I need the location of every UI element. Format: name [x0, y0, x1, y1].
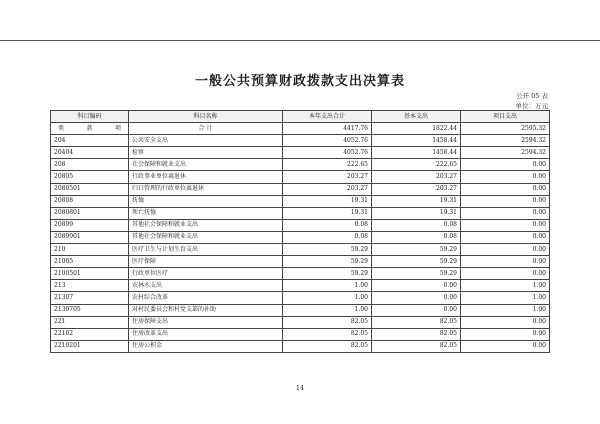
row-project: 2594.32 — [461, 135, 550, 147]
row-project: 1.00 — [461, 280, 550, 292]
total-project: 2595.32 — [461, 123, 550, 135]
row-total: 222.65 — [283, 159, 372, 171]
row-name: 住房保障支出 — [129, 316, 283, 328]
header-name: 科目名称 — [129, 111, 283, 123]
row-code: 2100501 — [51, 268, 129, 280]
row-total: 0.08 — [283, 219, 372, 231]
row-project: 0.00 — [461, 231, 550, 243]
row-name: 归口管理的行政单位离退休 — [129, 183, 283, 195]
row-total: 203.27 — [283, 183, 372, 195]
row-total: 1.00 — [283, 304, 372, 316]
row-project: 0.00 — [461, 340, 550, 352]
row-code: 2080801 — [51, 207, 129, 219]
row-name: 公共安全支出 — [129, 135, 283, 147]
form-code: 公开 05 表 — [516, 92, 548, 100]
total-basic: 1822.44 — [372, 123, 461, 135]
row-project: 0.00 — [461, 219, 550, 231]
row-total: 82.05 — [283, 340, 372, 352]
row-total: 59.29 — [283, 256, 372, 268]
header-total: 本年支出合计 — [283, 111, 372, 123]
table-row — [51, 183, 550, 195]
row-name: 行政单位医疗 — [129, 268, 283, 280]
table-row — [51, 171, 550, 183]
header-code: 科目编码 — [51, 111, 129, 123]
row-total: 1.00 — [283, 292, 372, 304]
row-name: 其他社会保障和就业支出 — [129, 231, 283, 243]
row-code: 2130705 — [51, 304, 129, 316]
row-project: 0.00 — [461, 171, 550, 183]
table-row — [51, 159, 550, 171]
table-row — [51, 135, 550, 147]
row-total: 82.05 — [283, 328, 372, 340]
row-basic: 19.31 — [372, 207, 461, 219]
row-project: 0.00 — [461, 256, 550, 268]
table-header-row — [51, 111, 550, 123]
row-basic: 222.65 — [372, 159, 461, 171]
row-code: 210 — [51, 244, 129, 256]
row-code: 21307 — [51, 292, 129, 304]
row-code: 22102 — [51, 328, 129, 340]
row-name: 农村综合改革 — [129, 292, 283, 304]
row-name: 死亡抚恤 — [129, 207, 283, 219]
table-row — [51, 147, 550, 159]
row-basic: 0.08 — [372, 231, 461, 243]
table-body — [51, 123, 550, 353]
row-basic: 0.00 — [372, 304, 461, 316]
row-total: 59.29 — [283, 268, 372, 280]
row-project: 2594.32 — [461, 147, 550, 159]
table-row — [51, 304, 550, 316]
row-name: 医疗保障 — [129, 256, 283, 268]
header-project: 项目支出 — [461, 111, 550, 123]
row-name: 其他社会保障和就业支出 — [129, 219, 283, 231]
row-total: 4052.76 — [283, 147, 372, 159]
row-code: 2089901 — [51, 231, 129, 243]
row-name: 行政事业单位离退休 — [129, 171, 283, 183]
level-lei: 类 — [58, 124, 65, 132]
row-basic: 82.05 — [372, 340, 461, 352]
row-name: 医疗卫生与计划生育支出 — [129, 244, 283, 256]
row-code: 2210201 — [51, 340, 129, 352]
table-row — [51, 328, 550, 340]
row-basic: 59.29 — [372, 244, 461, 256]
row-code: 20805 — [51, 171, 129, 183]
row-name: 社会保障和就业支出 — [129, 159, 283, 171]
row-project: 0.00 — [461, 328, 550, 340]
header-basic: 基本支出 — [372, 111, 461, 123]
row-basic: 59.29 — [372, 256, 461, 268]
row-total: 82.05 — [283, 316, 372, 328]
document-title: 一般公共预算财政拨款支出决算表 — [194, 74, 405, 89]
row-name: 抚恤 — [129, 195, 283, 207]
row-name: 检察 — [129, 147, 283, 159]
table-row — [51, 280, 550, 292]
total-amount: 4417.76 — [283, 123, 372, 135]
row-project: 0.00 — [461, 316, 550, 328]
category-levels-cell — [51, 123, 129, 135]
total-row — [51, 123, 550, 135]
page-number: 14 — [295, 384, 305, 392]
row-project: 0.00 — [461, 183, 550, 195]
level-kuan: 款 — [86, 124, 93, 132]
table-row — [51, 256, 550, 268]
row-project: 0.00 — [461, 195, 550, 207]
table-row — [51, 195, 550, 207]
row-basic: 1458.44 — [372, 147, 461, 159]
row-name: 住房公积金 — [129, 340, 283, 352]
page-top-rule — [0, 40, 600, 41]
row-basic: 0.00 — [372, 280, 461, 292]
expenditure-table — [50, 110, 550, 353]
row-total: 1.00 — [283, 280, 372, 292]
unit-label: 单位：万元 — [515, 102, 548, 110]
table-row — [51, 292, 550, 304]
row-code: 208 — [51, 159, 129, 171]
table-row — [51, 244, 550, 256]
row-total: 203.27 — [283, 171, 372, 183]
row-basic: 203.27 — [372, 171, 461, 183]
row-total: 4052.76 — [283, 135, 372, 147]
row-basic: 82.05 — [372, 316, 461, 328]
row-project: 0.00 — [461, 244, 550, 256]
row-basic: 203.27 — [372, 183, 461, 195]
row-project: 1.00 — [461, 292, 550, 304]
row-total: 59.29 — [283, 244, 372, 256]
row-basic: 0.08 — [372, 219, 461, 231]
row-basic: 1458.44 — [372, 135, 461, 147]
total-label: 合 计 — [129, 123, 283, 135]
row-name: 农林水支出 — [129, 280, 283, 292]
row-code: 20899 — [51, 219, 129, 231]
row-project: 0.00 — [461, 159, 550, 171]
row-name: 对村民委员会和村党支部的补助 — [129, 304, 283, 316]
row-code: 20808 — [51, 195, 129, 207]
row-total: 19.31 — [283, 195, 372, 207]
row-basic: 0.00 — [372, 292, 461, 304]
row-name: 住房改革支出 — [129, 328, 283, 340]
table-row — [51, 268, 550, 280]
row-project: 0.00 — [461, 268, 550, 280]
row-basic: 59.29 — [372, 268, 461, 280]
row-total: 0.08 — [283, 231, 372, 243]
table-row — [51, 316, 550, 328]
row-project: 0.00 — [461, 207, 550, 219]
table-row — [51, 219, 550, 231]
row-code: 20404 — [51, 147, 129, 159]
table-row — [51, 207, 550, 219]
table-row — [51, 340, 550, 352]
level-xiang: 项 — [114, 124, 121, 132]
row-code: 221 — [51, 316, 129, 328]
row-code: 213 — [51, 280, 129, 292]
row-code: 204 — [51, 135, 129, 147]
row-total: 19.31 — [283, 207, 372, 219]
row-basic: 82.05 — [372, 328, 461, 340]
row-basic: 19.31 — [372, 195, 461, 207]
row-project: 1.00 — [461, 304, 550, 316]
row-code: 21005 — [51, 256, 129, 268]
table-row — [51, 231, 550, 243]
row-code: 2080501 — [51, 183, 129, 195]
